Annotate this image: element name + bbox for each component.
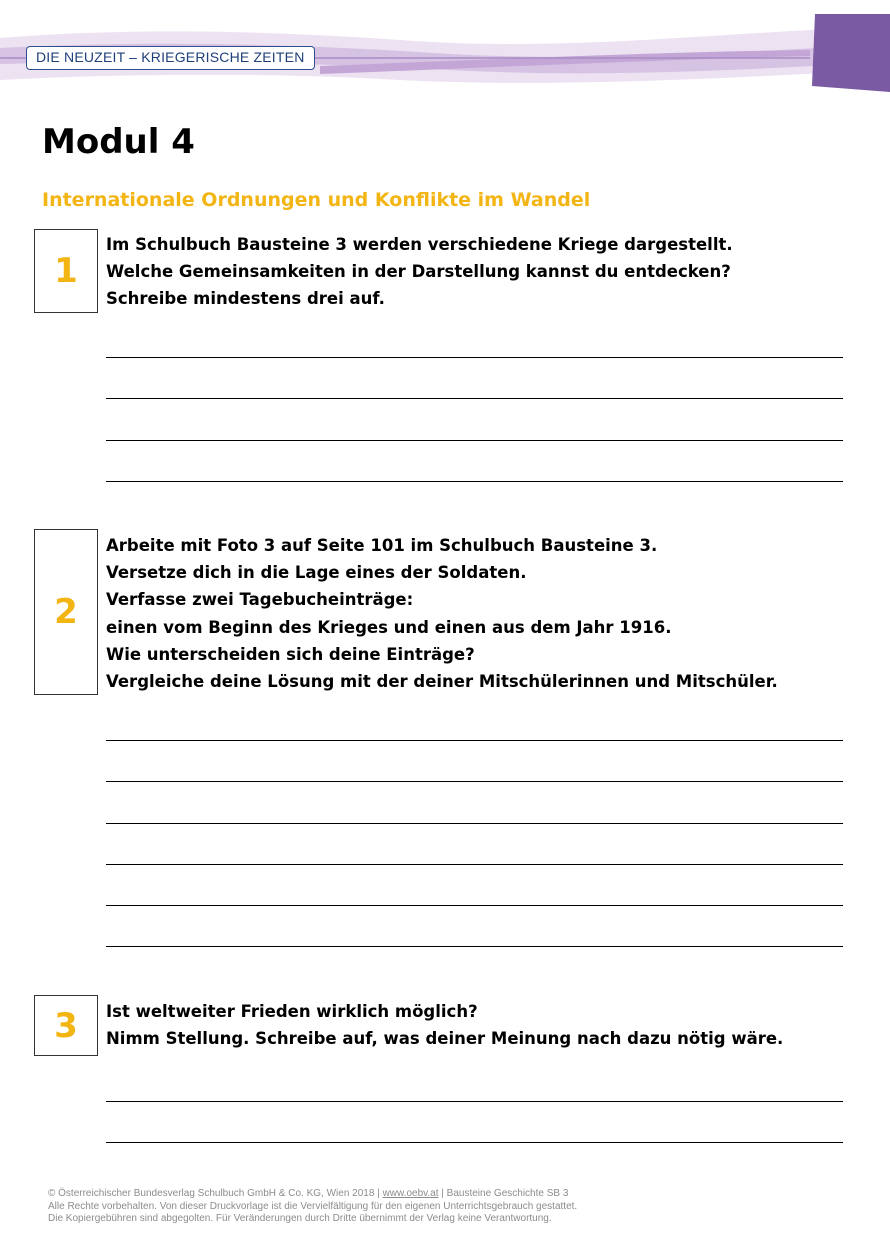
footer-book: | Bausteine Geschichte SB 3 — [438, 1188, 569, 1199]
footer-line-1 — [48, 1188, 577, 1201]
answer-line[interactable] — [106, 946, 843, 947]
answer-line[interactable] — [106, 823, 843, 824]
task-2-line: Wie unterscheiden sich deine Einträge? — [106, 644, 475, 664]
answer-line[interactable] — [106, 440, 843, 441]
footer-line-3: Die Kopiergebühren sind abgegolten. Für Veränderungen durch Dritte übernimmt der Verlag keine Verantwortung. — [48, 1213, 552, 1224]
publisher-link[interactable]: www.oebv.at — [382, 1188, 439, 1199]
copyright-footer — [48, 1188, 577, 1226]
answer-line[interactable] — [106, 864, 843, 865]
series-label: DIE NEUZEIT – KRIEGERISCHE ZEITEN — [26, 46, 315, 70]
task-2-line: einen vom Beginn des Krieges und einen aus dem Jahr 1916. — [106, 617, 672, 637]
page-subtitle: Internationale Ordnungen und Konflikte im Wandel — [42, 189, 591, 211]
answer-line[interactable] — [106, 1142, 843, 1143]
task-2-instructions — [106, 532, 851, 695]
task-1-line: Welche Gemeinsamkeiten in der Darstellung kannst du entdecken? — [106, 262, 731, 282]
answer-line[interactable] — [106, 398, 843, 399]
answer-line[interactable] — [106, 1101, 843, 1102]
task-2-line: Versetze dich in die Lage eines der Soldaten. — [106, 563, 527, 583]
answer-line[interactable] — [106, 905, 843, 906]
task-2-line: Arbeite mit Foto 3 auf Seite 101 im Schulbuch Bausteine 3. — [106, 536, 658, 555]
task-1-number-box: 1 — [34, 229, 98, 313]
task-1-instructions — [106, 231, 851, 313]
page-title: Modul 4 — [42, 122, 195, 162]
task-3-line: Ist weltweiter Frieden wirklich möglich? — [106, 1002, 478, 1021]
task-3-line: Nimm Stellung. Schreibe auf, was deiner Meinung nach dazu nötig wäre. — [106, 1029, 784, 1049]
task-2-line: Verfasse zwei Tagebucheinträge: — [106, 590, 414, 610]
answer-line[interactable] — [106, 781, 843, 782]
task-3-instructions — [106, 998, 851, 1052]
answer-line[interactable] — [106, 481, 843, 482]
footer-line-2: Alle Rechte vorbehalten. Von dieser Druckvorlage ist die Vervielfältigung für den eigenen Unterrichtsgebrauch gestattet. — [48, 1200, 578, 1212]
answer-line[interactable] — [106, 357, 843, 358]
task-3-number-box: 3 — [34, 995, 98, 1056]
footer-publisher: © Österreichischer Bundesverlag Schulbuch GmbH & Co. KG, Wien 2018 | — [48, 1188, 383, 1199]
task-1-line: Schreibe mindestens drei auf. — [106, 289, 385, 309]
header-accent-tab — [812, 14, 890, 92]
answer-line[interactable] — [106, 740, 843, 741]
task-2-line: Vergleiche deine Lösung mit der deiner Mitschülerinnen und Mitschüler. — [106, 672, 778, 692]
task-1-line: Im Schulbuch Bausteine 3 werden verschiedene Kriege dargestellt. — [106, 235, 733, 254]
task-2-number-box: 2 — [34, 529, 98, 695]
